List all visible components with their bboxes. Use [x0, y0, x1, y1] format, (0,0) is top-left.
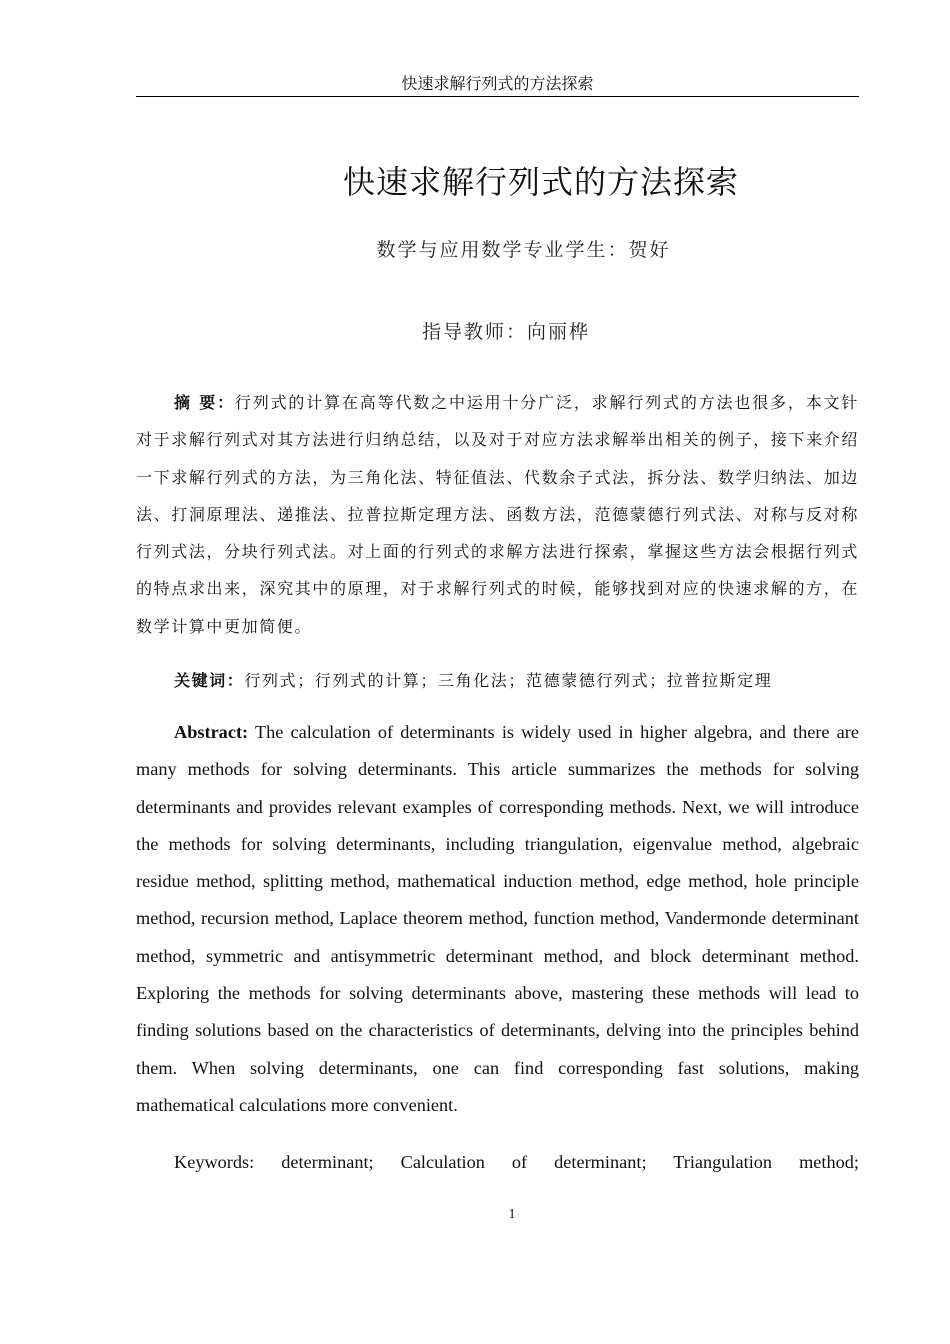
advisor-line: 指导教师：向丽桦	[421, 321, 590, 343]
running-header: 快速求解行列式的方法探索	[401, 74, 594, 93]
chinese-keywords-label: 关键词：	[174, 671, 245, 690]
english-abstract-text: The calculation of determinants is widely used in higher algebra, and there are many methods for solving determinants. This article summarizes the methods for solving determinants and provides relevant examples of corresponding methods. Next, we will introduce the methods for solving determinants, including triangulation, eigenvalue method, algebraic residue method, splitting method, mathematical induction method, edge method, hole principle method, recursion method, Laplace theorem method, function method, Vandermonde determinant method, symmetric and antisymmetric determinant method, and block determinant method. Exploring the methods for solving determinants above, mastering these methods will lead to finding solutions based on the characteristics of determinants, delving into the principles behind them. When solving determinants, one can find corresponding fast solutions, making mathematical calculations more convenient.	[136, 722, 859, 1115]
page-number: 1	[508, 1207, 516, 1222]
paper-title: 快速求解行列式的方法探索	[342, 163, 739, 201]
chinese-abstract-text: 行列式的计算在高等代数之中运用十分广泛，求解行列式的方法也很多，本文针对于求解行列式对其方法进行归纳总结，以及对于对应方法求解举出相关的例子，接下来介绍一下求解行列式的方法，为三角化法、特征值法、代数余子式法，拆分法、数学归纳法、加边法、打洞原理法、递推法、拉普拉斯定理方法、函数方法，范德蒙德行列式法、对称与反对称行列式法，分块行列式法。对上面的行列式的求解方法进行探索，掌握这些方法会根据行列式的特点求出来，深究其中的原理，对于求解行列式的时候，能够找到对应的快速求解的方，在数学计算中更加简便。	[136, 393, 859, 636]
author-line: 数学与应用数学专业学生：贺好	[376, 239, 671, 261]
chinese-keywords-text: 行列式；行列式的计算；三角化法；范德蒙德行列式；拉普拉斯定理	[244, 671, 773, 690]
english-abstract-label: Abstract:	[174, 722, 249, 742]
chinese-abstract	[136, 384, 859, 645]
chinese-abstract-label: 摘 要：	[174, 393, 235, 412]
chinese-keywords	[136, 662, 859, 699]
english-abstract	[136, 714, 859, 1124]
header-rule	[136, 96, 859, 97]
english-keywords: Keywords: determinant; Calculation of determinant; Triangulation method;	[174, 1152, 859, 1172]
